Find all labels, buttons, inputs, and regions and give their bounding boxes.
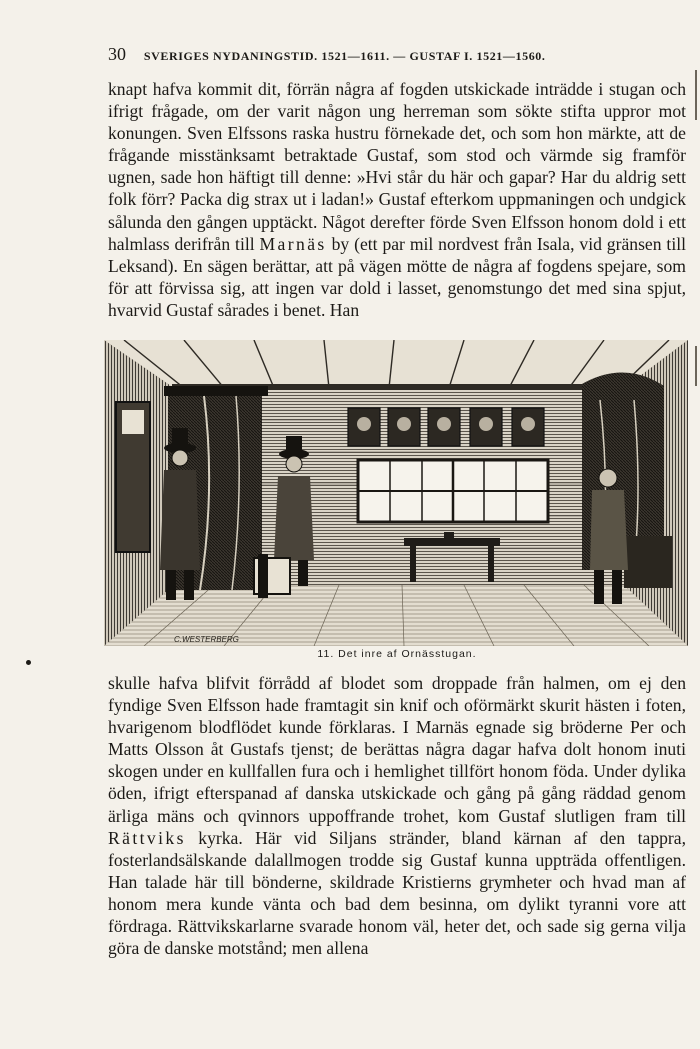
margin-dot	[26, 660, 31, 665]
portrait-row	[348, 408, 544, 446]
engraving-room-interior	[104, 340, 688, 646]
engraving-illustration	[104, 340, 688, 646]
place-name-rattviks: Rättviks	[108, 827, 186, 848]
paragraph-2-text-a: skulle hafva blifvit förrådd af blodet som droppade från halmen, om ej den fyndige Sven Elfsson hade framtagit sin knif och oförmärkt skurit hästen i foten, hvarigenom blodflödet kunde förklaras. I Marnäs egnade sig bröderne Per och Matts Olsson åt Gustafs tjenst; de berättas några dagar hafva dolt honom inuti skogen under en kullfallen fura och i hemlighet tillfört honom föda. Under dylika öden, ifrigt efterspanad af danska utskickade och gång på gång räddad genom ärliga mäns och qvinnors uppoffrande trohet, kom Gustaf slutligen fram till	[108, 673, 686, 826]
paragraph-1-text-b: by (ett par mil nordvest från Isala, vid gränsen till Leksand). En sägen berättar, att på vägen mötte de några af fogdens spejare, som för att förvissa sig, att ingen var dold i lasset, genomstungo det med sina spjut, hvarvid Gustaf sårades i benet. Han	[108, 233, 686, 320]
page-edge-mark	[695, 346, 697, 386]
paragraph-2-text-b: kyrka. Här vid Siljans stränder, bland kärnan af den tappra, fosterlandsälskande dalallmogen trodde sig Gustaf kunna uppträda offentligen. Han talade här till bönderne, skildrade Kristierns grymheter och hvad man af honom mera kunde vänta och bad dem besinna, om dylikt tyranni vore att fördraga. Rättvikskarlarne svarade honom väl, heter det, och sade sig gerna vilja göra de danske motstånd; men allena	[108, 827, 686, 959]
paragraph-2	[108, 672, 686, 959]
engraver-signature: C.WESTERBERG	[174, 635, 239, 644]
place-name-marnas: Marnäs	[259, 233, 327, 254]
page-edge-mark	[695, 70, 697, 120]
paragraph-1-text-a: knapt hafva kommit dit, förrän några af fogden utskickade inträdde i stugan och ifrigt frågade, om der varit någon ung herreman som sökte stifta uppror mot konungen. Sven Elfssons raska hustru förnekade det, och som hon märkte, att de frågande misstänksamt betraktade Gustaf, som stod och värmde sig framför ugnen, sade hon häftigt till denne: »Hvi står du här och gapar? Har du aldrig sett folk förr? Packa dig strax ut i ladan!» Gustaf efterkom uppmaningen och undgick sålunda den gången upptäckt. Något derefter förde Sven Elfsson honom dold i ett halmlass derifrån till	[108, 79, 686, 254]
window	[358, 460, 548, 522]
wall-board	[116, 402, 150, 552]
figure-caption: 11. Det inre af Ornässtugan.	[317, 648, 477, 660]
paragraph-1	[108, 78, 686, 321]
page-number: 30	[108, 44, 126, 64]
page-header	[108, 44, 688, 65]
running-title: SVERIGES NYDANINGSTID. 1521—1611. — GUSTAF I. 1521—1560.	[143, 49, 546, 63]
small-chest	[254, 554, 290, 598]
